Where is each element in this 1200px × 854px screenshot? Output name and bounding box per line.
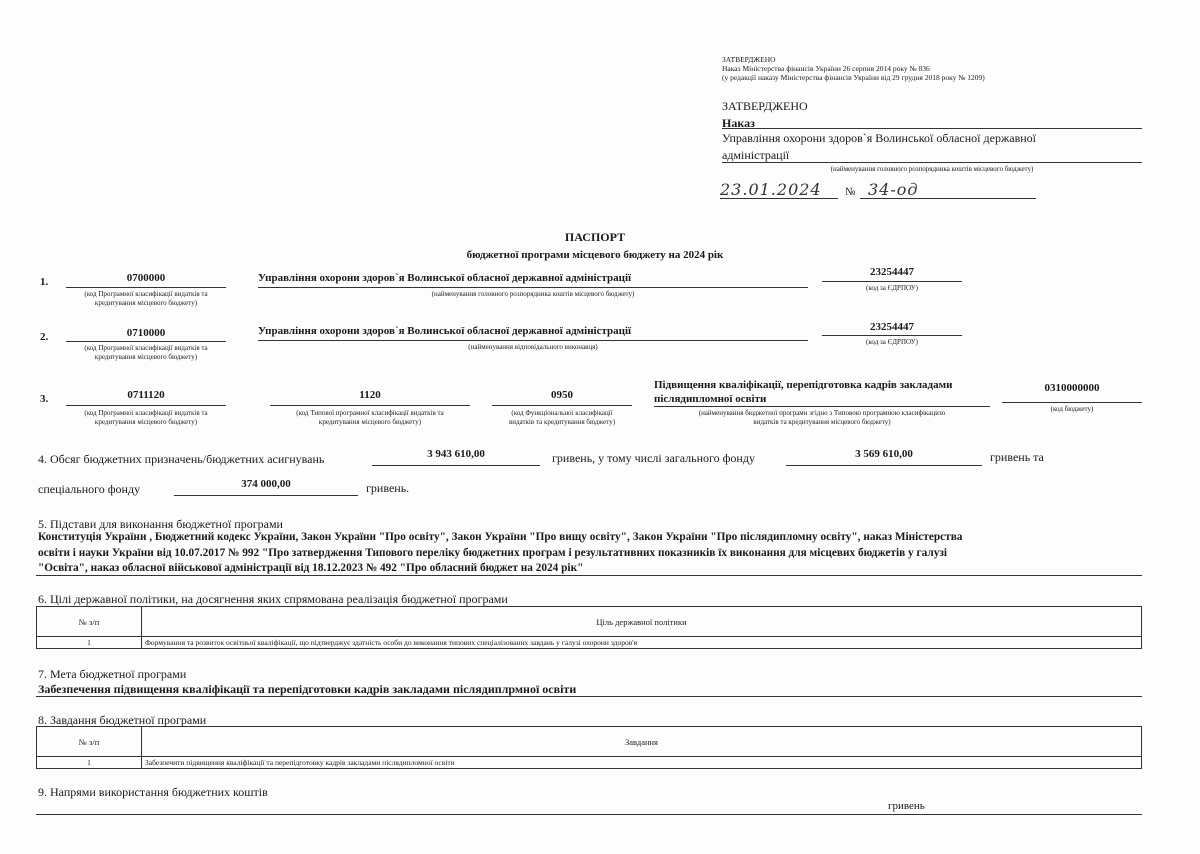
row2-code-caption-1: (код Програмної класифікації видатків та (84, 344, 208, 352)
section9-title: 9. Напрями використання бюджетних коштів (38, 785, 268, 799)
row3-tpkv: 1120 (359, 389, 381, 401)
section4-tail: гривень та (990, 450, 1044, 464)
section4-general: 3 569 610,00 (855, 448, 913, 460)
section5-line2: освіти і науки України від 10.07.2017 № 992 "Про затвердження Типового переліку бюджетних програм і результативних показників їх виконання для місцевих бюджетів у галузі (38, 547, 948, 559)
row2-code-caption-2: кредитування місцевого бюджету) (94, 353, 198, 361)
section4-total: 3 943 610,00 (427, 448, 485, 460)
row2-edrpou-caption: (код за ЄДРПОУ) (866, 338, 918, 346)
goals-col-number: № з/п (37, 607, 142, 637)
row3-tpkv-caption-2: кредитування місцевого бюджету) (318, 418, 422, 426)
tasks-col-number: № з/п (37, 727, 142, 757)
row3-number: 3. (40, 393, 49, 405)
section5-line3: "Освіта", наказ обласної військової адміністрації від 18.12.2023 № 492 "Про обласний бюджет на 2024 рік" (38, 562, 584, 574)
section4-mid: гривень, у тому числі загального фонду (552, 451, 755, 465)
row1-edrpou-caption: (код за ЄДРПОУ) (866, 284, 918, 292)
row3-fkv-caption-2: видатків та кредитування бюджету) (508, 418, 616, 426)
section8-title: 8. Завдання бюджетної програми (38, 713, 207, 727)
section7-text: Забезпечення підвищення кваліфікації та перепідготовки кадрів закладами післядиплрмної освіти (38, 682, 577, 696)
table-row (37, 637, 1142, 649)
row2-name: Управління охорони здоров`я Волинської обласної державної адміністрації (258, 325, 632, 337)
row2-edrpou: 23254447 (870, 321, 914, 333)
section5-line1: Конституція України , Бюджетний кодекс України, Закон України "Про освіту", Закон України "Про вищу освіту", Закон України "Про післядипломну освіту", наказ Міністерства (38, 531, 963, 543)
row2-code: 0710000 (126, 327, 166, 339)
row1-code: 0700000 (126, 272, 166, 284)
row3-name-caption-2: видатків та кредитування місцевого бюджету) (753, 418, 891, 426)
doc-title: ПАСПОРТ (564, 230, 626, 244)
goals-col-goal: Ціль державної політики (142, 607, 1142, 637)
section4-special-tail: гривень. (366, 481, 410, 495)
row1-name-caption: (найменування головного розпорядника коштів місцевого бюджету) (431, 290, 635, 298)
doc-subtitle: бюджетної програми місцевого бюджету на 2024 рік (466, 249, 724, 261)
section6-title: 6. Цілі державної політики, на досягнення яких спрямована реалізація бюджетної програми (38, 592, 508, 606)
approval-header-line1: ЗАТВЕРДЖЕНО (722, 55, 776, 64)
approval-org-line2: адміністрації (722, 148, 790, 162)
goals-table (36, 606, 1142, 649)
tasks-row-number: 1 (37, 757, 142, 769)
approval-number-label: № (845, 186, 856, 198)
approval-date: 23.01.2024 (720, 180, 822, 199)
approval-org-line1: Управління охорони здоров`я Волинської обласної державної (722, 131, 1036, 145)
section5-title: 5. Підстави для виконання бюджетної програми (38, 517, 283, 531)
approval-header-line2: Наказ Міністерства фінансів України 26 серпня 2014 року № 836 (722, 64, 930, 73)
row3-code-caption-2: кредитування місцевого бюджету) (94, 418, 198, 426)
goals-row-number: 1 (37, 637, 142, 649)
row3-budget-caption: (код бюджету) (1050, 405, 1094, 413)
section9-unit: гривень (888, 800, 925, 812)
row2-number: 2. (40, 331, 49, 343)
approval-header-line3: (у редакції наказу Міністерства фінансів України від 29 грудня 2018 року № 1209) (722, 73, 985, 82)
goals-row-text: Формування та розвиток освітньої кваліфікації, що підтверджує здатність особи до виконання типових спеціалізованих завдань у галузі охорони здоров'я (142, 637, 1142, 649)
row1-edrpou: 23254447 (870, 266, 914, 278)
section4-label: 4. Обсяг бюджетних призначень/бюджетних асигнувань (38, 452, 325, 466)
approval-title: ЗАТВЕРДЖЕНО (722, 99, 808, 113)
row3-name-caption-1: (найменування бюджетної програми згідно з Типовою програмною класифікацією (698, 409, 946, 417)
row1-code-caption-2: кредитування місцевого бюджету) (94, 299, 198, 307)
row2-name-caption: (найменування відповідального виконавця) (468, 343, 598, 351)
approval-number: 34-од (868, 180, 919, 199)
section7-title: 7. Мета бюджетної програми (38, 667, 187, 681)
row3-code-caption-1: (код Програмної класифікації видатків та (84, 409, 208, 417)
row1-number: 1. (40, 276, 49, 288)
section4-special: 374 000,00 (241, 478, 291, 490)
approval-org-caption: (найменування головного розпорядника коштів місцевого бюджету) (830, 165, 1034, 173)
section4-special-label: спеціального фонду (38, 482, 141, 496)
row1-code-caption-1: (код Програмної класифікації видатків та (84, 290, 208, 298)
row3-fkv: 0950 (551, 389, 573, 401)
tasks-table (36, 726, 1142, 769)
tasks-row-text: Забезпечити підвищення кваліфікації та перепідготовку кадрів закладами післядипломної освіти (142, 757, 1142, 769)
row3-name-line1: Підвищення кваліфікації, перепідготовка кадрів закладами (654, 379, 953, 391)
approval-order: Наказ (722, 116, 755, 130)
table-row (37, 757, 1142, 769)
row3-code: 0711120 (127, 389, 165, 401)
row3-name-line2: післядипломної освіти (654, 393, 767, 405)
tasks-col-task: Завдання (142, 727, 1142, 757)
row3-fkv-caption-1: (код Функціональної класифікації (511, 409, 613, 417)
row3-tpkv-caption-1: (код Типової програмної класифікації видатків та (296, 409, 444, 417)
row3-budget-code: 0310000000 (1044, 382, 1100, 394)
row1-name: Управління охорони здоров`я Волинської обласної державної адміністрації (258, 272, 632, 284)
